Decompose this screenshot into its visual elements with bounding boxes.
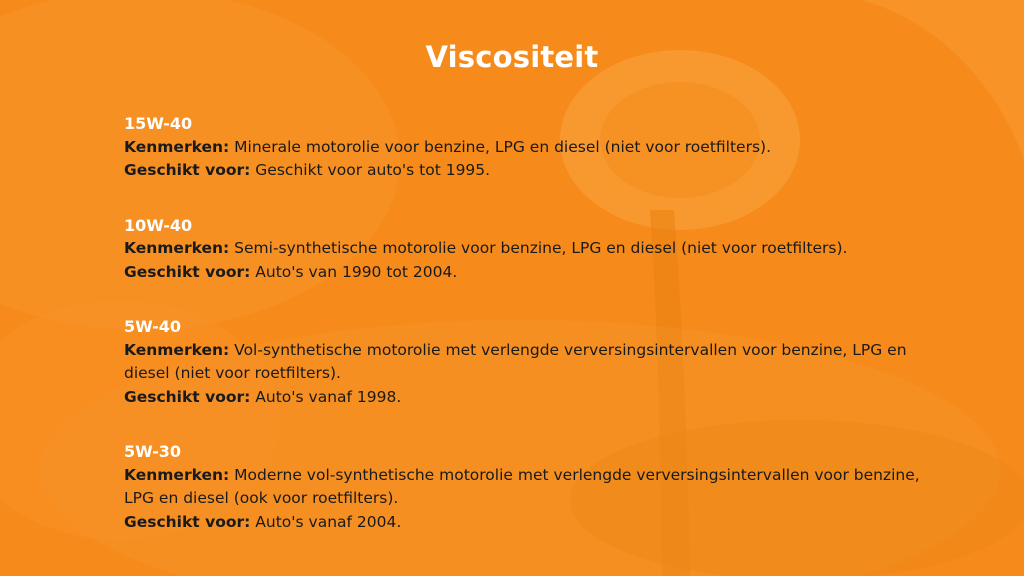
grade-name: 5W-40 [124,317,181,336]
suitable-for-label: Geschikt voor: [124,262,251,281]
characteristics-label: Kenmerken: [124,239,230,257]
viscosity-grade-10w40 [124,214,924,285]
suitable-for-label: Geschikt voor: [124,512,251,531]
suitable-for-text: Auto's van 1990 tot 2004. [255,262,458,281]
characteristics-line [124,136,924,160]
suitable-for-label: Geschikt voor: [124,161,251,179]
characteristics-text: Vol-synthetische motorolie met verlengde verversingsintervallen voor benzine, LPG en diesel (niet voor roetfilters). [124,340,907,382]
viscosity-grade-list [124,112,924,534]
grade-name: 10W-40 [124,215,193,235]
page-title: Viscositeit [425,40,599,74]
grade-name: 5W-30 [124,442,181,461]
characteristics-line [124,237,924,261]
suitable-for-label: Geschikt voor: [124,387,251,406]
viscosity-grade-5w30 [124,440,924,534]
characteristics-label: Kenmerken: [124,137,230,156]
suitable-for-line [124,261,924,285]
characteristics-label: Kenmerken: [124,465,230,484]
suitable-for-text: Auto's vanaf 2004. [255,512,402,531]
characteristics-text: Minerale motorolie voor benzine, LPG en diesel (niet voor roetfilters). [234,137,772,156]
viscosity-grade-15w40 [124,112,924,183]
characteristics-label: Kenmerken: [124,340,230,359]
viscosity-grade-5w40 [124,315,924,409]
characteristics-text: Moderne vol-synthetische motorolie met verlengde verversingsintervallen voor benzine, LPG en diesel (ook voor roetfilters). [124,465,920,507]
suitable-for-line [124,386,924,410]
characteristics-line [124,464,924,511]
characteristics-line [124,339,924,386]
suitable-for-line [124,511,924,535]
characteristics-text: Semi-synthetische motorolie voor benzine, LPG en diesel (niet voor roetfilters). [234,239,848,257]
suitable-for-text: Auto's vanaf 1998. [255,387,402,406]
grade-name: 15W-40 [124,114,193,133]
suitable-for-line [124,159,924,183]
suitable-for-text: Geschikt voor auto's tot 1995. [255,161,491,179]
